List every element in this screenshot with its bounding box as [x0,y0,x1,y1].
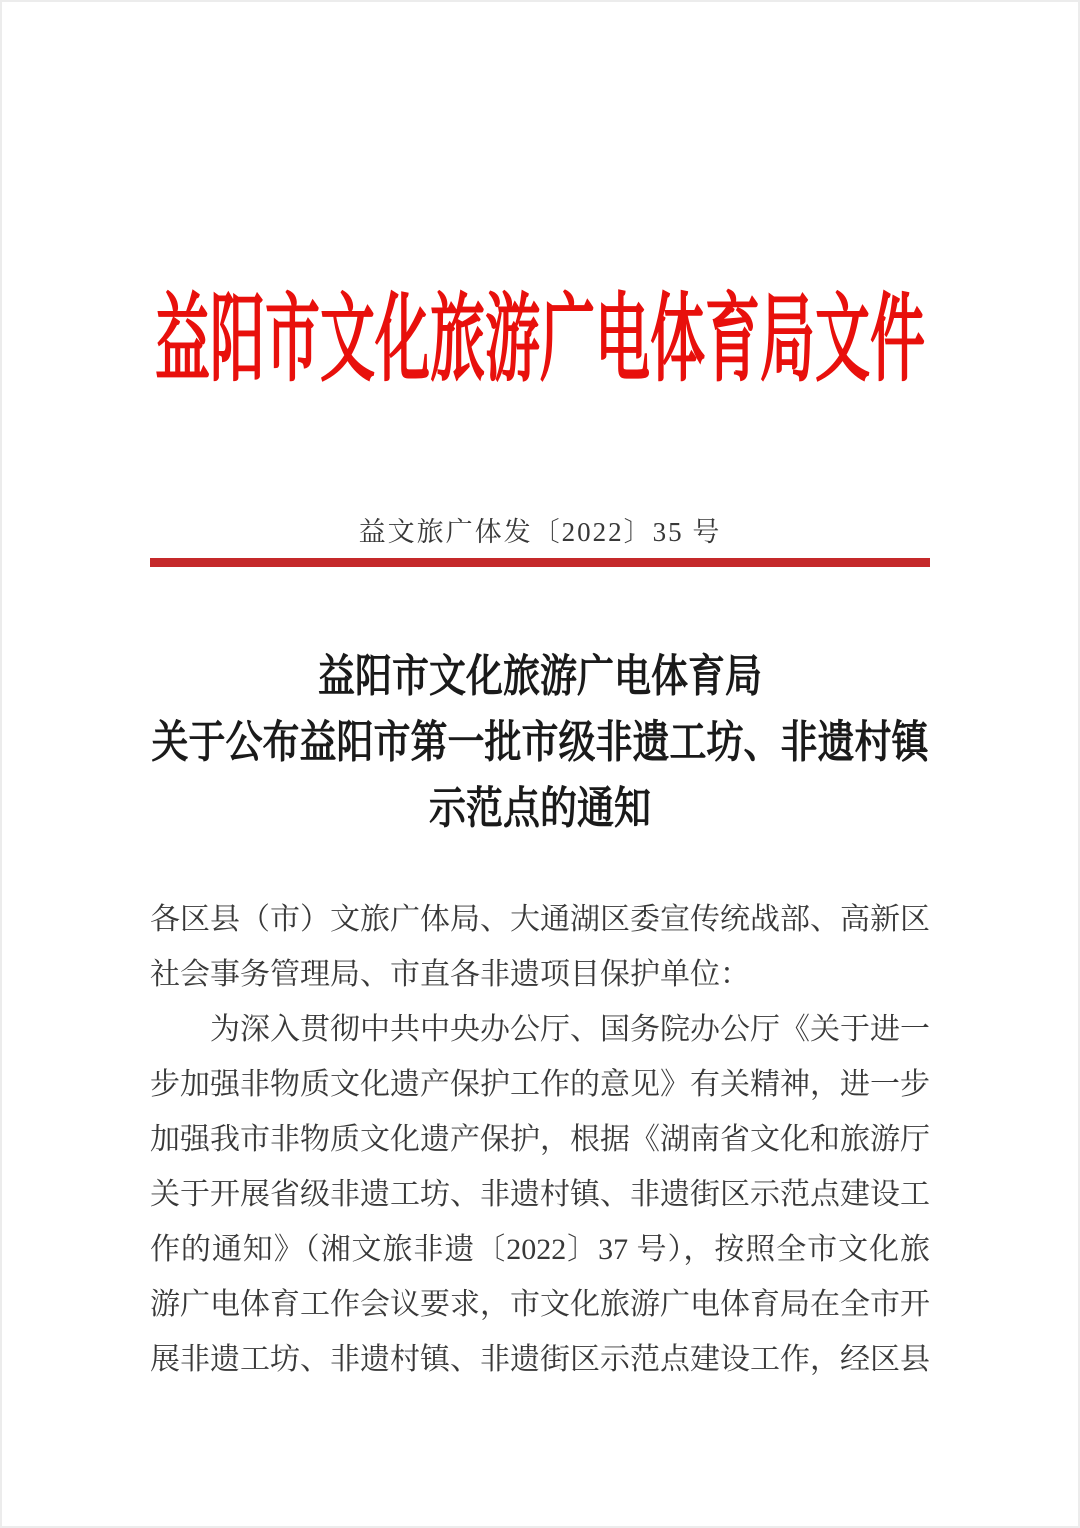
notice-title [150,644,930,842]
document-column [150,286,930,1387]
body-paragraph: 为深入贯彻中共中央办公厅、国务院办公厅《关于进一步加强非物质文化遗产保护工作的意见》有关精神，进一步加强我市非物质文化遗产保护，根据《湖南省文化和旅游厅关于开展省级非遗工坊、非遗村镇、非遗街区示范点建设工作的通知》（湘文旅非遗〔2022〕37 号），按照全市文化旅游广电体育工作会议要求，市文化旅游广电体育局在全市开展非遗工坊、非遗村镇、非遗街区示范点建设工作，经区县 [150,1013,930,1376]
document-body [150,892,930,1387]
document-number: 益文旅广体发〔2022〕35 号 [358,517,722,547]
notice-title-line-1: 益阳市文化旅游广电体育局 [318,652,762,702]
letterhead-agency-title: 益阳市文化旅游广电体育局文件 [154,286,925,393]
recipients-line: 各区县（市）文旅广体局、大通湖区委宣传统战部、高新区社会事务管理局、市直各非遗项目保护单位： [150,903,930,991]
notice-title-line-3: 示范点的通知 [429,784,651,834]
notice-title-line-2: 关于公布益阳市第一批市级非遗工坊、非遗村镇 [151,718,929,768]
red-separator-rule [150,558,930,567]
